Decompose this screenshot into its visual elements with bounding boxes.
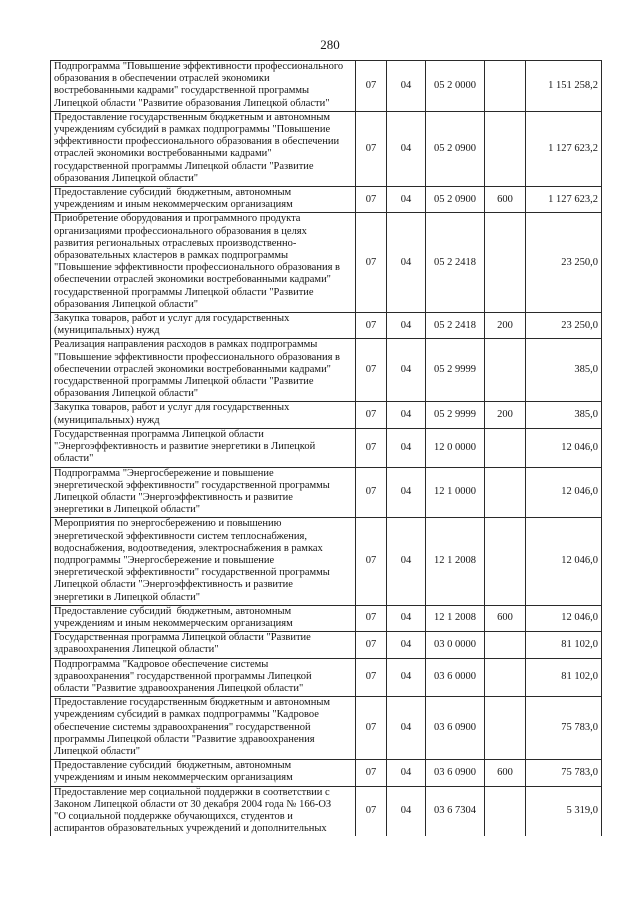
amount: 12 046,0 — [526, 605, 602, 631]
table-row — [51, 213, 602, 313]
amount: 385,0 — [526, 402, 602, 428]
budget-table — [50, 60, 602, 836]
target-article-code: 12 1 2008 — [426, 605, 485, 631]
section-code: 07 — [356, 632, 387, 658]
page-number: 280 — [320, 37, 340, 52]
subsection-code: 04 — [387, 339, 426, 402]
table-row — [51, 313, 602, 339]
table-row — [51, 518, 602, 605]
amount: 81 102,0 — [526, 658, 602, 697]
expense-type-code: 200 — [485, 402, 526, 428]
expense-type-code — [485, 428, 526, 467]
amount: 1 127 623,2 — [526, 111, 602, 186]
expense-type-code — [485, 658, 526, 697]
amount: 5 319,0 — [526, 786, 602, 836]
subsection-code: 04 — [387, 760, 426, 786]
amount: 12 046,0 — [526, 467, 602, 518]
amount: 1 127 623,2 — [526, 187, 602, 213]
row-description: Предоставление мер социальной поддержки в соответствии с Законом Липецкой области от 30 декабря 2004 года № 166-ОЗ "О социальной поддержке обучающихся, студентов и аспирантов образовательных учреждений и дополнительных — [51, 786, 356, 836]
expense-type-code — [485, 111, 526, 186]
expense-type-code: 600 — [485, 760, 526, 786]
row-description: Подпрограмма "Энергосбережение и повышение энергетической эффективности" государственной программы Липецкой области "Энергоэффективность и развитие энергетики в Липецкой области" — [51, 467, 356, 518]
section-code: 07 — [356, 467, 387, 518]
table-row — [51, 111, 602, 186]
target-article-code: 03 0 0000 — [426, 632, 485, 658]
table-row — [51, 632, 602, 658]
section-code: 07 — [356, 61, 387, 112]
subsection-code: 04 — [387, 187, 426, 213]
section-code: 07 — [356, 111, 387, 186]
expense-type-code — [485, 467, 526, 518]
section-code: 07 — [356, 518, 387, 605]
row-description: Мероприятия по энергосбережению и повышению энергетической эффективности систем теплоснабжения, водоснабжения, водоотведения, электроснабжения в рамках подпрограммы "Энергосбережение и повышение энергетической эффективности" государственной программы Липецкой области "Энергоэффективность и развитие энергетики в Липецкой области" — [51, 518, 356, 605]
subsection-code: 04 — [387, 658, 426, 697]
expense-type-code — [485, 786, 526, 836]
table-row — [51, 658, 602, 697]
target-article-code: 05 2 0900 — [426, 111, 485, 186]
table-row — [51, 786, 602, 836]
target-article-code: 12 0 0000 — [426, 428, 485, 467]
table-row — [51, 402, 602, 428]
subsection-code: 04 — [387, 213, 426, 313]
amount: 23 250,0 — [526, 213, 602, 313]
section-code: 07 — [356, 402, 387, 428]
target-article-code: 05 2 9999 — [426, 339, 485, 402]
section-code: 07 — [356, 187, 387, 213]
expense-type-code — [485, 339, 526, 402]
table-row — [51, 467, 602, 518]
section-code: 07 — [356, 339, 387, 402]
table-row — [51, 61, 602, 112]
row-description: Подпрограмма "Кадровое обеспечение системы здравоохранения" государственной программы Липецкой области "Развитие здравоохранения Липецкой области" — [51, 658, 356, 697]
amount: 75 783,0 — [526, 697, 602, 760]
amount: 23 250,0 — [526, 313, 602, 339]
subsection-code: 04 — [387, 518, 426, 605]
table-row — [51, 697, 602, 760]
target-article-code: 03 6 0900 — [426, 697, 485, 760]
target-article-code: 05 2 0000 — [426, 61, 485, 112]
amount: 12 046,0 — [526, 428, 602, 467]
table-row — [51, 187, 602, 213]
target-article-code: 03 6 7304 — [426, 786, 485, 836]
amount: 385,0 — [526, 339, 602, 402]
row-description: Подпрограмма "Повышение эффективности профессионального образования в обеспечении отраслей экономики востребованными кадрами" государственной программы Липецкой области "Развитие образования Липецкой области" — [51, 61, 356, 112]
expense-type-code: 600 — [485, 187, 526, 213]
target-article-code: 05 2 0900 — [426, 187, 485, 213]
subsection-code: 04 — [387, 697, 426, 760]
section-code: 07 — [356, 428, 387, 467]
target-article-code: 05 2 2418 — [426, 313, 485, 339]
target-article-code: 03 6 0000 — [426, 658, 485, 697]
subsection-code: 04 — [387, 786, 426, 836]
row-description: Государственная программа Липецкой области "Энергоэффективность и развитие энергетики в Липецкой области" — [51, 428, 356, 467]
subsection-code: 04 — [387, 402, 426, 428]
section-code: 07 — [356, 760, 387, 786]
subsection-code: 04 — [387, 111, 426, 186]
expense-type-code: 200 — [485, 313, 526, 339]
row-description: Предоставление субсидий бюджетным, автономным учреждениям и иным некоммерческим организациям — [51, 187, 356, 213]
subsection-code: 04 — [387, 632, 426, 658]
amount: 1 151 258,2 — [526, 61, 602, 112]
target-article-code: 12 1 0000 — [426, 467, 485, 518]
table-row — [51, 428, 602, 467]
subsection-code: 04 — [387, 313, 426, 339]
row-description: Реализация направления расходов в рамках подпрограммы "Повышение эффективности профессионального образования в обеспечении отраслей экономики востребованными кадрами" государственной программы Липецкой области "Развитие образования Липецкой области" — [51, 339, 356, 402]
section-code: 07 — [356, 213, 387, 313]
row-description: Предоставление субсидий бюджетным, автономным учреждениям и иным некоммерческим организациям — [51, 605, 356, 631]
row-description: Закупка товаров, работ и услуг для государственных (муниципальных) нужд — [51, 313, 356, 339]
target-article-code: 05 2 9999 — [426, 402, 485, 428]
subsection-code: 04 — [387, 605, 426, 631]
subsection-code: 04 — [387, 61, 426, 112]
row-description: Предоставление государственным бюджетным и автономным учреждениям субсидий в рамках подпрограммы "Кадровое обеспечение системы здравоохранения" государственной программы Липецкой области "Развитие здравоохранения Липецкой области" — [51, 697, 356, 760]
target-article-code: 12 1 2008 — [426, 518, 485, 605]
amount: 81 102,0 — [526, 632, 602, 658]
amount: 12 046,0 — [526, 518, 602, 605]
expense-type-code: 600 — [485, 605, 526, 631]
table-row — [51, 339, 602, 402]
amount: 75 783,0 — [526, 760, 602, 786]
section-code: 07 — [356, 786, 387, 836]
expense-type-code — [485, 518, 526, 605]
row-description: Государственная программа Липецкой области "Развитие здравоохранения Липецкой области" — [51, 632, 356, 658]
row-description: Предоставление субсидий бюджетным, автономным учреждениям и иным некоммерческим организациям — [51, 760, 356, 786]
row-description: Приобретение оборудования и программного продукта организациями профессионального образования в целях развития региональных отраслевых производственно- образовательных кластеров в рамках подпрограммы "Повышение эффективности профессионального образования в обеспечении отраслей экономики востребованными кадрами" государственной программы Липецкой области "Развитие образования Липецкой области" — [51, 213, 356, 313]
table-row — [51, 605, 602, 631]
row-description: Закупка товаров, работ и услуг для государственных (муниципальных) нужд — [51, 402, 356, 428]
section-code: 07 — [356, 658, 387, 697]
table-row — [51, 760, 602, 786]
target-article-code: 03 6 0900 — [426, 760, 485, 786]
section-code: 07 — [356, 697, 387, 760]
expense-type-code — [485, 61, 526, 112]
expense-type-code — [485, 213, 526, 313]
subsection-code: 04 — [387, 428, 426, 467]
section-code: 07 — [356, 605, 387, 631]
target-article-code: 05 2 2418 — [426, 213, 485, 313]
section-code: 07 — [356, 313, 387, 339]
subsection-code: 04 — [387, 467, 426, 518]
expense-type-code — [485, 697, 526, 760]
row-description: Предоставление государственным бюджетным и автономным учреждениям субсидий в рамках подпрограммы "Повышение эффективности профессионального образования в обеспечении отраслей экономики востребованными кадрами" государственной программы Липецкой области "Развитие образования Липецкой области" — [51, 111, 356, 186]
expense-type-code — [485, 632, 526, 658]
